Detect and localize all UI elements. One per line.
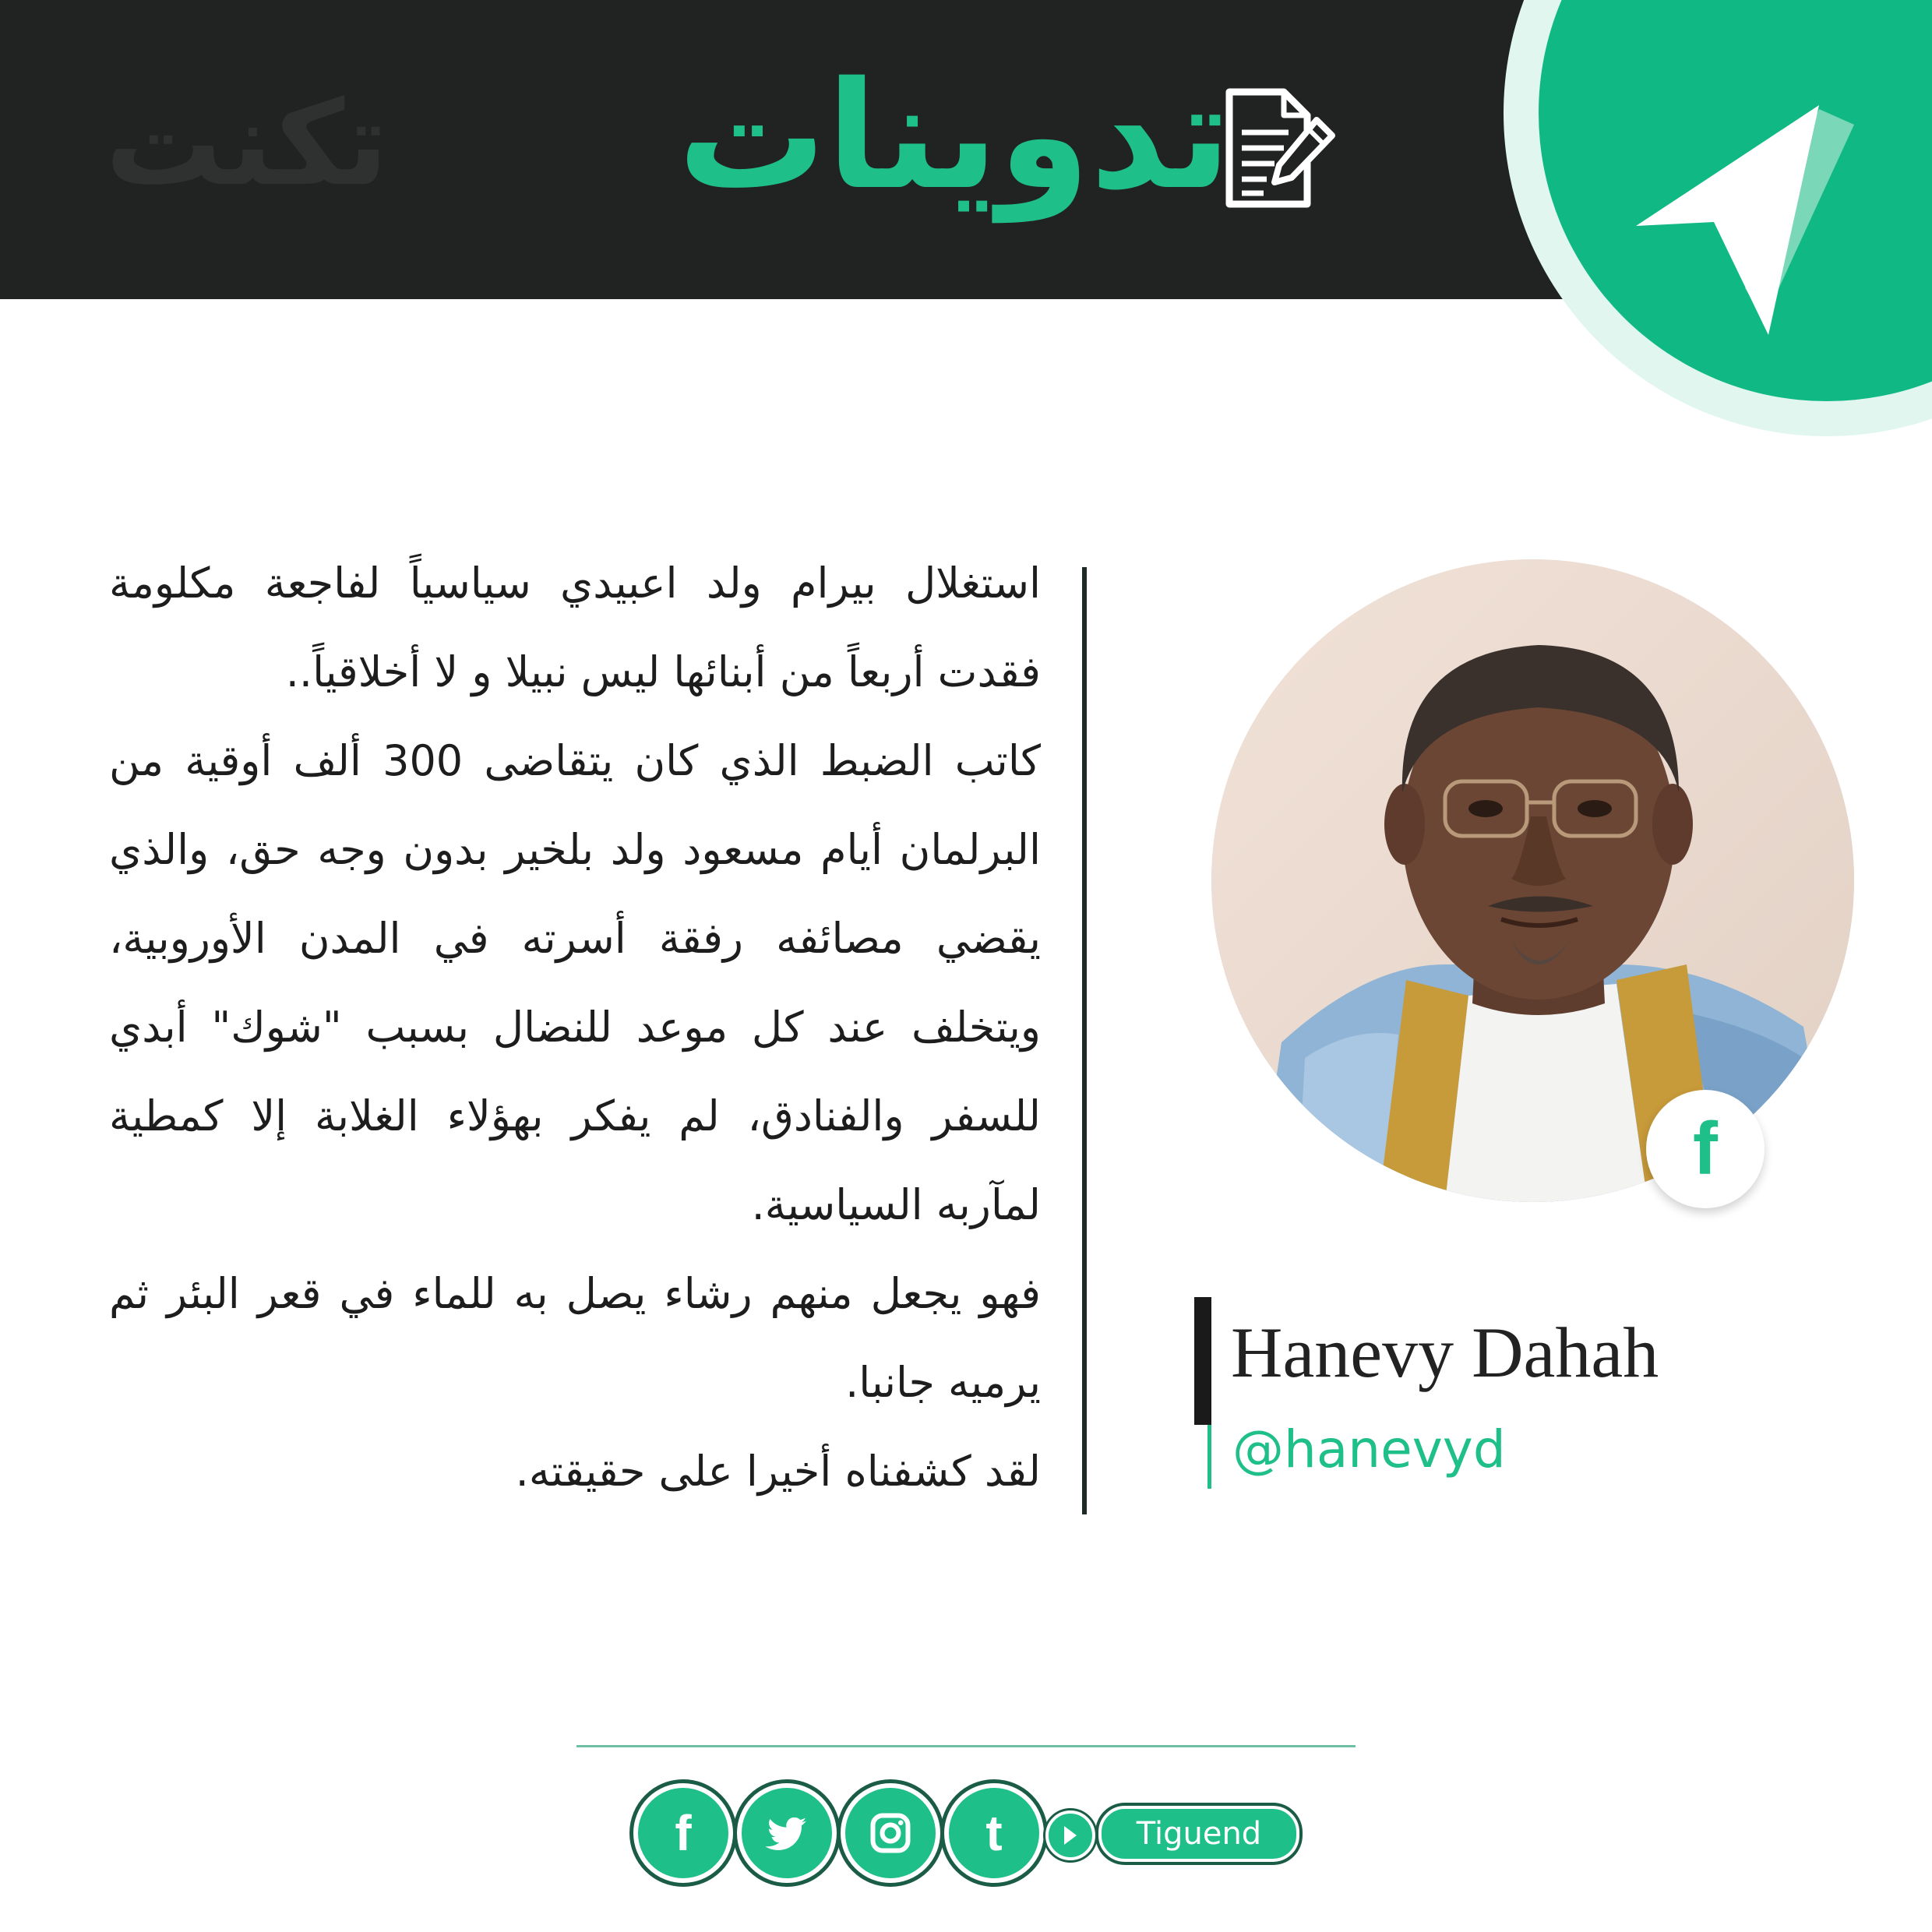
play-arrow-icon [1063, 1824, 1078, 1846]
tumblr-icon: t [985, 1805, 1003, 1861]
footer-facebook-button[interactable] [633, 1783, 733, 1883]
footer-divider [576, 1745, 1356, 1747]
article-paragraph: كاتب الضبط الذي كان يتقاضى 300 ألف أوقية من البرلمان أيام مسعود ولد بلخير بدون وجه حق، والذي يقضي مصائفه رفقة أسرته في المدن الأوروبية، ويتخلف عند كل موعد للنضال بسبب "شوك" أبدي للسفر والفنادق، لم يفكر بهؤلاء الغلابة إلا كمطية لمآربه السياسية. [109, 736, 1041, 1229]
instagram-icon [867, 1810, 914, 1856]
header-watermark: تكنت [105, 76, 389, 212]
page-title: تدوينات [678, 50, 1232, 222]
document-edit-icon [1223, 86, 1340, 210]
author-handle-accent-bar [1208, 1425, 1211, 1489]
article-paragraph: لقد كشفناه أخيرا على حقيقته. [515, 1447, 1041, 1496]
play-arrow-button[interactable] [1045, 1810, 1095, 1860]
author-name-accent-bar [1194, 1297, 1211, 1425]
send-arrow-icon [1628, 93, 1862, 351]
brand-pill[interactable] [1098, 1806, 1299, 1862]
article-body [109, 539, 1041, 1516]
author-handle[interactable]: @hanevyd [1232, 1419, 1506, 1479]
facebook-icon: f [1693, 1107, 1718, 1190]
article-paragraph: فهو يجعل منهم رشاء يصل به للماء في قعر البئر ثم يرميه جانبا. [109, 1269, 1041, 1407]
article-paragraph: استغلال بيرام ولد اعبيدي سياسياً لفاجعة مكلومة فقدت أربعاً من أبنائها ليس نبيلا و لا أخلاقياً.. [109, 559, 1041, 696]
twitter-icon [763, 1810, 810, 1856]
author-facebook-badge[interactable] [1646, 1090, 1765, 1208]
brand-label: Tiguend [1136, 1816, 1262, 1852]
footer-twitter-button[interactable] [737, 1783, 837, 1883]
facebook-icon: f [675, 1805, 692, 1861]
vertical-divider [1082, 567, 1087, 1514]
footer-tumblr-button[interactable] [944, 1783, 1044, 1883]
author-name: Hanevy Dahah [1231, 1313, 1659, 1392]
footer-instagram-button[interactable] [841, 1783, 940, 1883]
